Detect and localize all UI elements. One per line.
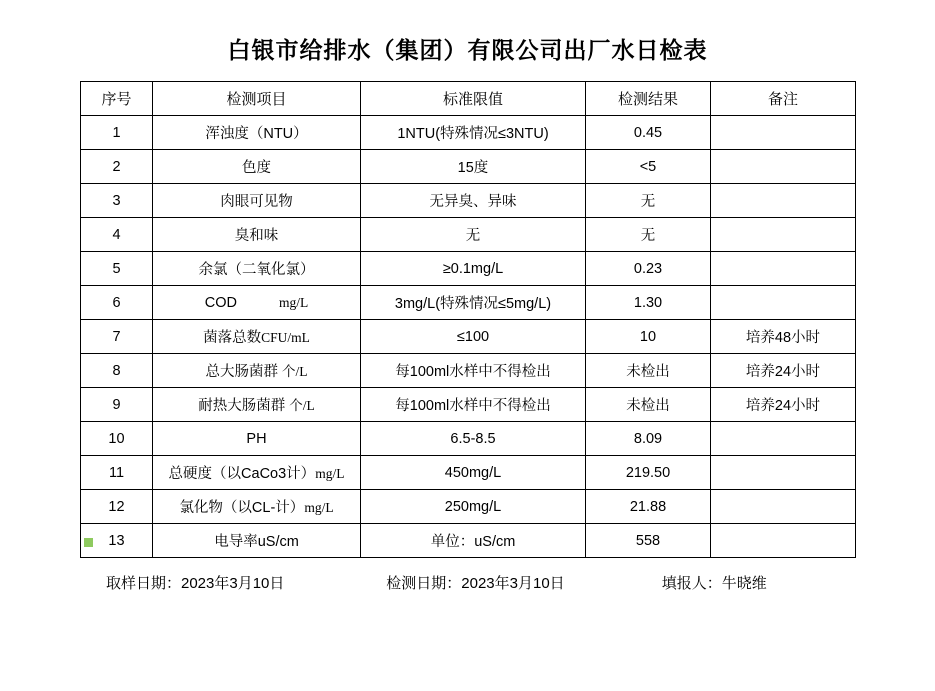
cell-no: 7 xyxy=(81,320,153,354)
cell-result: 558 xyxy=(586,524,711,558)
cell-remark xyxy=(711,422,856,456)
header-cell-item: 检测项目 xyxy=(153,82,361,116)
table-row xyxy=(81,320,856,354)
cell-item-name: 总硬度（以CaCo3计） xyxy=(168,466,316,482)
cell-remark xyxy=(711,456,856,490)
cell-remark xyxy=(711,184,856,218)
table-row xyxy=(81,252,856,286)
table-row xyxy=(81,456,856,490)
cell-no: 6 xyxy=(81,286,153,320)
cell-item xyxy=(153,422,361,456)
cell-result: 21.88 xyxy=(586,490,711,524)
cell-item-unit: mg/L xyxy=(278,294,309,310)
cell-limit: 250mg/L xyxy=(361,490,586,524)
cell-result: 1.30 xyxy=(586,286,711,320)
cell-item-unit: mg/L xyxy=(304,500,334,515)
report-table-container xyxy=(80,81,855,558)
cell-item xyxy=(153,490,361,524)
cell-no: 9 xyxy=(81,388,153,422)
table-row xyxy=(81,354,856,388)
cell-result: 8.09 xyxy=(586,422,711,456)
table-row xyxy=(81,150,856,184)
cell-result: 10 xyxy=(586,320,711,354)
cell-result: 未检出 xyxy=(586,354,711,388)
cell-limit: 450mg/L xyxy=(361,456,586,490)
cell-item xyxy=(153,150,361,184)
cell-item xyxy=(153,388,361,422)
cell-no: 13 xyxy=(81,524,153,558)
cell-remark xyxy=(711,116,856,150)
cell-no: 2 xyxy=(81,150,153,184)
header-cell-remark: 备注 xyxy=(711,82,856,116)
green-marker-icon xyxy=(84,538,93,547)
cell-item xyxy=(153,286,361,320)
cell-item-name: 菌落总数 xyxy=(203,330,262,346)
cell-item xyxy=(153,218,361,252)
cell-item-name: 色度 xyxy=(242,160,271,176)
cell-result: 未检出 xyxy=(586,388,711,422)
cell-result: 0.23 xyxy=(586,252,711,286)
cell-item-name: 氯化物（以CL-计） xyxy=(179,500,305,516)
footer-row xyxy=(80,558,855,593)
cell-limit: 每100ml水样中不得检出 xyxy=(361,388,586,422)
table-header-row xyxy=(81,82,856,116)
cell-item-name: 电导率uS/cm xyxy=(214,534,299,550)
cell-limit: 1NTU(特殊情况≤3NTU) xyxy=(361,116,586,150)
cell-result: 0.45 xyxy=(586,116,711,150)
cell-remark xyxy=(711,286,856,320)
cell-item xyxy=(153,524,361,558)
cell-no: 4 xyxy=(81,218,153,252)
table-row xyxy=(81,286,856,320)
table-row xyxy=(81,218,856,252)
table-row xyxy=(81,422,856,456)
table-row xyxy=(81,524,856,558)
cell-limit: 每100ml水样中不得检出 xyxy=(361,354,586,388)
cell-result: <5 xyxy=(586,150,711,184)
cell-item-name: PH xyxy=(246,430,267,447)
cell-no: 3 xyxy=(81,184,153,218)
cell-item-unit: mg/L xyxy=(315,466,345,481)
cell-item xyxy=(153,184,361,218)
cell-remark xyxy=(711,150,856,184)
cell-limit: 无异臭、异味 xyxy=(361,184,586,218)
sample-date: 取样日期：2023年3月10日 xyxy=(106,575,285,592)
cell-result: 219.50 xyxy=(586,456,711,490)
table-header xyxy=(81,82,856,116)
cell-item xyxy=(153,320,361,354)
cell-item-unit: 个/L xyxy=(289,398,315,413)
cell-remark xyxy=(711,524,856,558)
cell-result: 无 xyxy=(586,184,711,218)
cell-no: 1 xyxy=(81,116,153,150)
cell-item-unit: 个/L xyxy=(282,364,308,379)
cell-item-name: 总大肠菌群 xyxy=(205,364,283,380)
cell-item-name: 浑浊度（NTU） xyxy=(205,126,308,142)
cell-limit: 单位：uS/cm xyxy=(361,524,586,558)
cell-no: 8 xyxy=(81,354,153,388)
cell-remark: 培养24小时 xyxy=(711,354,856,388)
cell-remark xyxy=(711,490,856,524)
header-cell-limit: 标准限值 xyxy=(361,82,586,116)
cell-remark: 培养24小时 xyxy=(711,388,856,422)
cell-item-name: 耐热大肠菌群 xyxy=(198,398,290,414)
page-title: 白银市给排水（集团）有限公司出厂水日检表 xyxy=(227,37,708,63)
cell-no: 11 xyxy=(81,456,153,490)
cell-remark: 培养48小时 xyxy=(711,320,856,354)
cell-limit: 6.5-8.5 xyxy=(361,422,586,456)
table-body xyxy=(81,116,856,558)
cell-remark xyxy=(711,252,856,286)
cell-limit: 无 xyxy=(361,218,586,252)
cell-item xyxy=(153,456,361,490)
cell-no: 10 xyxy=(81,422,153,456)
table-row xyxy=(81,388,856,422)
cell-remark xyxy=(711,218,856,252)
reporter-name: 填报人：牛晓维 xyxy=(661,575,767,592)
water-quality-table xyxy=(80,81,856,558)
header-cell-no: 序号 xyxy=(81,82,153,116)
cell-item-name: COD xyxy=(204,294,237,311)
cell-item-unit: CFU/mL xyxy=(261,330,310,345)
cell-limit: ≤100 xyxy=(361,320,586,354)
cell-no: 12 xyxy=(81,490,153,524)
cell-item xyxy=(153,116,361,150)
table-row xyxy=(81,490,856,524)
cell-result: 无 xyxy=(586,218,711,252)
cell-item-name: 臭和味 xyxy=(234,228,279,244)
header-cell-result: 检测结果 xyxy=(586,82,711,116)
cell-limit: ≥0.1mg/L xyxy=(361,252,586,286)
cell-item-name: 肉眼可见物 xyxy=(220,194,293,210)
table-row xyxy=(81,116,856,150)
cell-item xyxy=(153,252,361,286)
cell-limit: 15度 xyxy=(361,150,586,184)
cell-item-name: 余氯（二氧化氯） xyxy=(198,262,315,278)
cell-item xyxy=(153,354,361,388)
cell-no: 5 xyxy=(81,252,153,286)
test-date: 检测日期：2023年3月10日 xyxy=(386,575,565,592)
cell-limit: 3mg/L(特殊情况≤5mg/L) xyxy=(361,286,586,320)
table-row xyxy=(81,184,856,218)
